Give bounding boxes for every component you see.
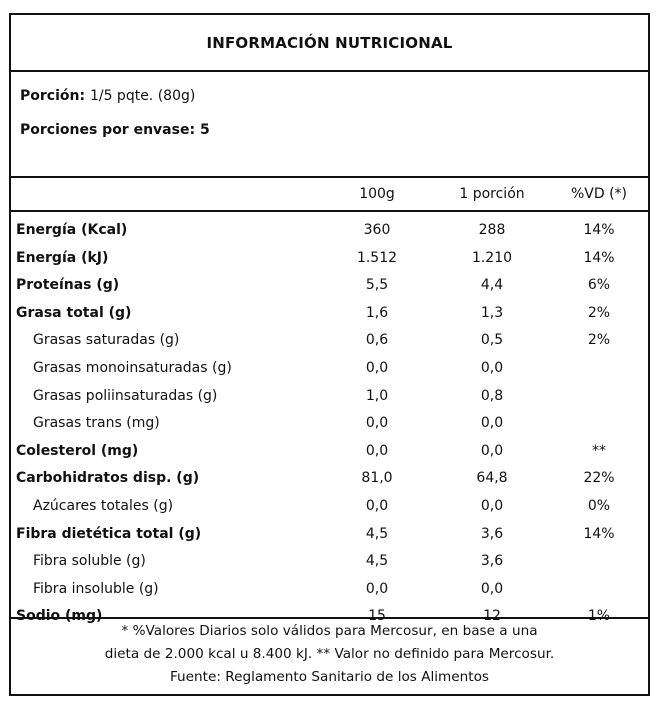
portion-label: Porción:: [20, 88, 86, 104]
nutrient-name: Grasas monoinsaturadas (g): [33, 360, 232, 376]
portion-value: 1/5 pqte. (80g): [89, 88, 196, 104]
value-per-portion: 0,0: [480, 415, 504, 432]
nutrient-name: Carbohidratos disp. (g): [16, 470, 200, 487]
footnote-line: dieta de 2.000 kcal u 8.400 kJ. ** Valor no definido para Mercosur.: [104, 646, 555, 662]
daily-value-percent: 2%: [587, 332, 611, 349]
servings-line: [20, 122, 210, 138]
value-per-100g: 360: [363, 222, 391, 238]
value-per-portion: 4,4: [480, 277, 504, 294]
nutrient-name: Sodio (mg): [16, 608, 103, 625]
nutrient-name: Colesterol (mg): [16, 442, 139, 459]
nutrient-name: Energía (Kcal): [16, 222, 128, 238]
label-title: INFORMACIÓN NUTRICIONAL: [206, 33, 453, 52]
value-per-portion: 3,6: [480, 553, 504, 570]
daily-value-percent: 22%: [583, 470, 615, 487]
column-header-portion: 1 porción: [459, 186, 525, 202]
column-header-vd: %VD (*): [570, 186, 628, 202]
value-per-100g: 15: [368, 608, 386, 625]
value-per-100g: 0,6: [365, 332, 389, 349]
value-per-portion: 288: [478, 222, 506, 238]
value-per-portion: 0,0: [480, 580, 504, 597]
table-row: [11, 521, 648, 549]
value-per-100g: 0,0: [365, 360, 389, 376]
value-per-100g: 1,6: [365, 304, 389, 321]
table-row: [11, 576, 648, 604]
table-row: [11, 438, 648, 466]
table-row: [11, 355, 648, 383]
value-per-portion: 12: [483, 608, 501, 625]
nutrient-name: Grasas poliinsaturadas (g): [33, 387, 218, 404]
daily-value-percent: [554, 355, 644, 383]
nutrient-name: Fibra insoluble (g): [33, 580, 159, 597]
daily-value-percent: 6%: [587, 277, 611, 294]
daily-value-percent: **: [592, 442, 606, 459]
value-per-portion: 1,3: [480, 304, 504, 321]
column-header-100g: 100g: [359, 186, 395, 202]
table-row: [11, 493, 648, 521]
nutrient-name: Azúcares totales (g): [33, 498, 174, 514]
value-per-portion: 0,0: [480, 360, 504, 376]
daily-value-percent: 2%: [587, 304, 611, 321]
footnote-line: * %Valores Diarios solo válidos para Mercosur, en base a una: [121, 623, 538, 639]
nutrient-name: Grasas saturadas (g): [33, 332, 180, 349]
daily-value-percent: 14%: [583, 249, 615, 266]
daily-value-percent: [554, 383, 644, 411]
value-per-portion: 64,8: [476, 470, 508, 487]
table-row: [11, 548, 648, 576]
footnote-line: Fuente: Reglamento Sanitario de los Alimentos: [169, 669, 489, 685]
nutrient-name: Fibra dietética total (g): [16, 525, 202, 542]
value-per-100g: 0,0: [365, 580, 389, 597]
daily-value-percent: 1%: [587, 608, 611, 625]
value-per-100g: 0,0: [365, 498, 389, 514]
value-per-portion: 0,0: [480, 498, 504, 514]
table-row: [11, 217, 648, 245]
table-row: [11, 410, 648, 438]
nutrient-name: Energía (kJ): [16, 249, 109, 266]
value-per-100g: 5,5: [365, 277, 389, 294]
table-row: [11, 245, 648, 273]
daily-value-percent: 14%: [583, 222, 615, 238]
table-row: [11, 272, 648, 300]
table-row: [11, 300, 648, 328]
divider: [11, 70, 648, 72]
portion-line: [20, 88, 195, 104]
value-per-portion: 0,5: [480, 332, 504, 349]
servings-label: Porciones por envase:: [20, 122, 196, 138]
footnotes: [11, 620, 648, 689]
value-per-portion: 1.210: [471, 249, 513, 266]
nutrient-name: Proteínas (g): [16, 277, 120, 294]
value-per-100g: 0,0: [365, 442, 389, 459]
table-row: [11, 383, 648, 411]
value-per-portion: 3,6: [480, 525, 504, 542]
nutrient-name: Fibra soluble (g): [33, 553, 146, 570]
servings-value: 5: [199, 122, 210, 138]
value-per-100g: 4,5: [365, 553, 389, 570]
daily-value-percent: 0%: [587, 498, 611, 514]
divider: [11, 617, 648, 619]
value-per-portion: 0,8: [480, 387, 504, 404]
nutrition-facts-label: [9, 13, 650, 696]
nutrient-name: Grasa total (g): [16, 304, 132, 321]
divider: [11, 210, 648, 212]
daily-value-percent: [554, 548, 644, 576]
daily-value-percent: [554, 410, 644, 438]
table-row: [11, 465, 648, 493]
divider: [11, 176, 648, 178]
nutrient-name: Grasas trans (mg): [33, 415, 160, 432]
value-per-100g: 1,0: [365, 387, 389, 404]
value-per-portion: 0,0: [480, 442, 504, 459]
value-per-100g: 4,5: [365, 525, 389, 542]
value-per-100g: 0,0: [365, 415, 389, 432]
daily-value-percent: 14%: [583, 525, 615, 542]
table-row: [11, 327, 648, 355]
value-per-100g: 81,0: [361, 470, 393, 487]
daily-value-percent: [554, 576, 644, 604]
value-per-100g: 1.512: [356, 249, 398, 266]
